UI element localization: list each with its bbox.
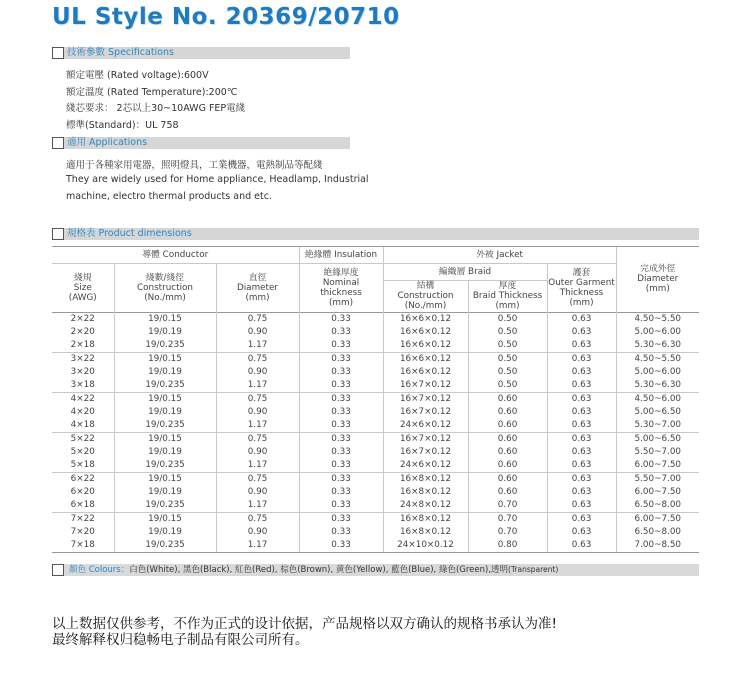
braid-construction-cell: 24×10×0.12	[383, 539, 468, 552]
outer-garment-cell: 0.63	[547, 366, 616, 379]
outer-diameter-cell: 5.30~6.30	[616, 379, 699, 393]
braid-construction-cell: 16×6×0.12	[383, 366, 468, 379]
applications-line-1: 適用于各種家用電器，照明燈具，工業機器，電熱制品等配綫	[66, 160, 323, 171]
outer-diameter-cell: 5.00~6.50	[616, 406, 699, 419]
table-row	[52, 406, 699, 419]
size-cell: 6×18	[52, 499, 114, 513]
colours-bar	[52, 564, 699, 576]
size-cell: 7×20	[70, 526, 95, 537]
diameter-cell: 0.75	[216, 392, 299, 406]
checkbox-icon	[52, 47, 64, 59]
braid-thickness-cell: 0.50	[468, 352, 547, 366]
insulation-thickness-cell: 0.33	[299, 446, 383, 459]
construction-cell: 19/0.15	[114, 352, 216, 366]
insulation-thickness-cell: 0.33	[299, 392, 383, 406]
insulation-thickness-cell: 0.33	[299, 312, 383, 326]
outer-diameter-cell: 4.50~5.50	[616, 352, 699, 366]
applications-line-2: They are widely used for Home appliance, Headlamp, Industrial	[66, 174, 369, 185]
insulation-thickness-cell: 0.33	[299, 366, 383, 379]
braid-construction-cell: 16×8×0.12	[383, 526, 468, 539]
construction-cell: 19/0.19	[114, 366, 216, 379]
outer-garment-header: 護套 Outer Garment Thickness (mm)	[547, 263, 616, 312]
braid-thickness-cell: 0.50	[468, 379, 547, 393]
braid-construction-cell: 16×7×0.12	[383, 379, 468, 393]
outer-garment-cell: 0.63	[547, 392, 616, 406]
outer-garment-cell: 0.63	[547, 432, 616, 446]
outer-garment-cell: 0.63	[547, 446, 616, 459]
size-cell: 4×20	[70, 406, 95, 417]
outer-diameter-cell: 7.00~8.50	[616, 539, 699, 552]
diameter-header: 直徑 Diameter (mm)	[216, 263, 299, 312]
outer-diameter-cell: 6.00~7.50	[616, 486, 699, 499]
construction-cell: 19/0.235	[114, 339, 216, 353]
diameter-cell: 0.90	[216, 326, 299, 339]
braid-thickness-cell: 0.60	[468, 432, 547, 446]
jacket-group-header: 外被 Jacket	[383, 247, 616, 263]
outer-diameter-cell: 4.50~6.00	[616, 392, 699, 406]
table-row	[52, 392, 699, 406]
outer-garment-cell: 0.63	[547, 472, 616, 486]
construction-cell: 19/0.19	[114, 486, 216, 499]
construction-cell: 19/0.235	[114, 539, 216, 552]
table-row	[52, 459, 699, 473]
diameter-cell: 0.75	[216, 432, 299, 446]
colours-text	[69, 564, 558, 576]
braid-thickness-cell: 0.70	[468, 512, 547, 526]
spec-core-requirement: 綫芯要求： 2芯以上30~10AWG FEP電綫	[66, 103, 246, 114]
construction-cell: 19/0.19	[114, 326, 216, 339]
dimensions-label: 規格表 Product dimensions	[67, 228, 192, 239]
page-title: UL Style No. 20369/20710	[52, 4, 400, 30]
braid-thickness-cell: 0.50	[468, 366, 547, 379]
size-cell: 2×18	[52, 339, 114, 353]
insulation-thickness-header: 絶緣厚度 Nominal thickness (mm)	[299, 263, 383, 312]
braid-group-header: 編織層 Braid	[383, 263, 547, 280]
insulation-thickness-cell: 0.33	[299, 326, 383, 339]
applications-header	[52, 137, 350, 149]
outer-garment-cell: 0.63	[547, 339, 616, 353]
braid-thickness-cell: 0.70	[468, 499, 547, 513]
insulation-thickness-cell: 0.33	[299, 499, 383, 513]
dimensions-table-wrapper	[52, 247, 699, 553]
braid-thickness-cell: 0.50	[468, 312, 547, 326]
table-row	[52, 472, 699, 486]
diameter-cell: 1.17	[216, 339, 299, 353]
insulation-thickness-cell: 0.33	[299, 539, 383, 552]
braid-thickness-cell: 0.70	[468, 526, 547, 539]
applications-line-3: machine, electro thermal products and etc.	[66, 191, 272, 202]
outer-garment-cell: 0.63	[547, 312, 616, 326]
diameter-cell: 0.75	[216, 352, 299, 366]
outer-diameter-header: 完成外徑 Diameter (mm)	[616, 247, 699, 312]
spec-rated-temperature: 額定溫度 (Rated Temperature):200℃	[66, 87, 238, 98]
size-cell: 7×18	[70, 539, 95, 550]
construction-cell: 19/0.235	[114, 379, 216, 393]
insulation-thickness-cell: 0.33	[299, 432, 383, 446]
insulation-thickness-cell: 0.33	[299, 352, 383, 366]
dimensions-table	[52, 247, 699, 552]
insulation-thickness-cell: 0.33	[299, 419, 383, 433]
braid-construction-cell: 16×8×0.12	[383, 472, 468, 486]
outer-garment-cell: 0.63	[547, 526, 616, 539]
copyright-note: 最终解释权归稳畅电子制品有限公司所有。	[52, 632, 309, 648]
braid-construction-cell: 16×6×0.12	[383, 352, 468, 366]
table-row	[52, 312, 699, 326]
checkbox-icon	[52, 564, 64, 576]
insulation-thickness-cell: 0.33	[299, 406, 383, 419]
diameter-cell: 0.90	[216, 446, 299, 459]
diameter-cell: 0.90	[216, 366, 299, 379]
diameter-cell: 1.17	[216, 379, 299, 393]
diameter-cell: 0.90	[216, 526, 299, 539]
braid-thickness-cell: 0.60	[468, 406, 547, 419]
braid-thickness-cell: 0.60	[468, 419, 547, 433]
construction-cell: 19/0.19	[114, 446, 216, 459]
outer-garment-cell: 0.63	[547, 352, 616, 366]
table-row	[52, 379, 699, 393]
insulation-thickness-cell: 0.33	[299, 526, 383, 539]
diameter-cell: 0.75	[216, 512, 299, 526]
table-row	[52, 366, 699, 379]
colours-list: 白色(White), 黑色(Black), 紅色(Red), 棕色(Brown), 黄色(Yellow), 藍色(Blue), 綠色(Green),透明	[129, 565, 509, 575]
braid-construction-header: 結構 Construction (No./mm)	[383, 280, 468, 312]
outer-diameter-cell: 6.50~8.00	[616, 499, 699, 513]
diameter-cell: 0.75	[216, 472, 299, 486]
braid-construction-cell: 24×6×0.12	[383, 459, 468, 473]
braid-construction-cell: 16×6×0.12	[383, 326, 468, 339]
checkbox-icon	[52, 228, 64, 240]
construction-header: 綫數/綫徑 Construction (No./mm)	[114, 263, 216, 312]
diameter-cell: 1.17	[216, 539, 299, 552]
size-cell: 5×20	[70, 446, 95, 457]
table-row	[52, 539, 699, 552]
diameter-cell: 1.17	[216, 499, 299, 513]
spec-rated-voltage: 額定電壓 (Rated voltage):600V	[66, 70, 209, 81]
colours-label: 顏色 Colours：	[69, 565, 130, 575]
outer-diameter-cell: 5.00~6.50	[616, 432, 699, 446]
construction-cell: 19/0.15	[114, 432, 216, 446]
braid-thickness-cell: 0.60	[468, 472, 547, 486]
outer-garment-cell: 0.63	[547, 459, 616, 473]
checkbox-icon	[52, 137, 64, 149]
size-cell: 5×18	[52, 459, 114, 473]
construction-cell: 19/0.19	[114, 406, 216, 419]
construction-cell: 19/0.235	[114, 499, 216, 513]
outer-garment-cell: 0.63	[547, 419, 616, 433]
size-cell: 6×22	[70, 473, 95, 484]
construction-cell: 19/0.19	[114, 526, 216, 539]
construction-cell: 19/0.15	[114, 392, 216, 406]
dimensions-table-body	[52, 312, 699, 552]
diameter-cell: 1.17	[216, 459, 299, 473]
outer-diameter-cell: 6.50~8.00	[616, 526, 699, 539]
table-row	[52, 352, 699, 366]
specifications-header	[52, 47, 350, 59]
braid-construction-cell: 24×6×0.12	[383, 419, 468, 433]
size-cell: 4×22	[70, 393, 95, 404]
braid-construction-cell: 16×7×0.12	[383, 446, 468, 459]
insulation-thickness-cell: 0.33	[299, 486, 383, 499]
table-row	[52, 432, 699, 446]
size-header: 綫規 Size (AWG)	[68, 272, 97, 303]
braid-construction-cell: 16×7×0.12	[383, 406, 468, 419]
table-row	[52, 526, 699, 539]
disclaimer-note: 以上数据仅供参考，不作为正式的设计依据，产品规格以双方确认的规格书承认为准!	[52, 616, 557, 632]
dimensions-header	[52, 228, 699, 240]
construction-cell: 19/0.15	[114, 512, 216, 526]
table-row	[52, 419, 699, 433]
specifications-label: 技術參數 Specifications	[67, 47, 174, 58]
braid-thickness-cell: 0.60	[468, 446, 547, 459]
braid-construction-cell: 24×8×0.12	[383, 499, 468, 513]
outer-diameter-cell: 5.30~6.30	[616, 339, 699, 353]
outer-diameter-cell: 5.00~6.00	[616, 366, 699, 379]
size-cell: 2×22	[70, 313, 95, 324]
braid-thickness-cell: 0.50	[468, 326, 547, 339]
size-cell: 4×18	[52, 419, 114, 433]
table-row	[52, 486, 699, 499]
table-row	[52, 499, 699, 513]
braid-thickness-cell: 0.50	[468, 339, 547, 353]
construction-cell: 19/0.15	[114, 472, 216, 486]
table-row	[52, 446, 699, 459]
outer-garment-cell: 0.63	[547, 406, 616, 419]
braid-construction-cell: 16×8×0.12	[383, 486, 468, 499]
outer-garment-cell: 0.63	[547, 539, 616, 552]
outer-diameter-cell: 4.50~5.50	[616, 312, 699, 326]
insulation-group-header: 絶緣體 Insulation	[299, 247, 383, 263]
size-cell: 3×22	[70, 353, 95, 364]
braid-thickness-cell: 0.60	[468, 486, 547, 499]
colours-transparent: (Transparent)	[508, 565, 559, 574]
construction-cell: 19/0.235	[114, 419, 216, 433]
size-cell: 3×18	[52, 379, 114, 393]
braid-thickness-cell: 0.60	[468, 392, 547, 406]
outer-diameter-cell: 5.00~6.00	[616, 326, 699, 339]
insulation-thickness-cell: 0.33	[299, 512, 383, 526]
braid-construction-cell: 16×7×0.12	[383, 392, 468, 406]
applications-label: 適用 Applications	[67, 137, 148, 148]
braid-construction-cell: 16×6×0.12	[383, 339, 468, 353]
table-row	[52, 326, 699, 339]
braid-thickness-header: 厚度 Braid Thickness (mm)	[468, 280, 547, 312]
outer-garment-cell: 0.63	[547, 326, 616, 339]
insulation-thickness-cell: 0.33	[299, 472, 383, 486]
outer-garment-cell: 0.63	[547, 499, 616, 513]
construction-cell: 19/0.235	[114, 459, 216, 473]
braid-construction-cell: 16×6×0.12	[383, 312, 468, 326]
outer-diameter-cell: 6.00~7.50	[616, 459, 699, 473]
size-cell: 7×22	[70, 513, 95, 524]
diameter-cell: 1.17	[216, 419, 299, 433]
diameter-cell: 0.90	[216, 406, 299, 419]
table-row	[52, 512, 699, 526]
spec-standard: 標準(Standard)：UL 758	[66, 120, 179, 131]
size-cell: 3×20	[70, 366, 95, 377]
conductor-group-header: 導體 Conductor	[52, 247, 299, 263]
braid-construction-cell: 16×7×0.12	[383, 432, 468, 446]
braid-thickness-cell: 0.80	[468, 539, 547, 552]
outer-diameter-cell: 5.30~7.00	[616, 419, 699, 433]
outer-garment-cell: 0.63	[547, 486, 616, 499]
construction-cell: 19/0.15	[114, 312, 216, 326]
diameter-cell: 0.75	[216, 312, 299, 326]
outer-diameter-cell: 5.50~7.00	[616, 446, 699, 459]
insulation-thickness-cell: 0.33	[299, 379, 383, 393]
table-row	[52, 339, 699, 353]
size-cell: 5×22	[70, 433, 95, 444]
insulation-thickness-cell: 0.33	[299, 339, 383, 353]
outer-diameter-cell: 5.50~7.00	[616, 472, 699, 486]
outer-diameter-cell: 6.00~7.50	[616, 512, 699, 526]
insulation-thickness-cell: 0.33	[299, 459, 383, 473]
size-cell: 6×20	[70, 486, 95, 497]
outer-garment-cell: 0.63	[547, 512, 616, 526]
braid-construction-cell: 16×8×0.12	[383, 512, 468, 526]
outer-garment-cell: 0.63	[547, 379, 616, 393]
size-cell: 2×20	[70, 326, 95, 337]
diameter-cell: 0.90	[216, 486, 299, 499]
braid-thickness-cell: 0.60	[468, 459, 547, 473]
